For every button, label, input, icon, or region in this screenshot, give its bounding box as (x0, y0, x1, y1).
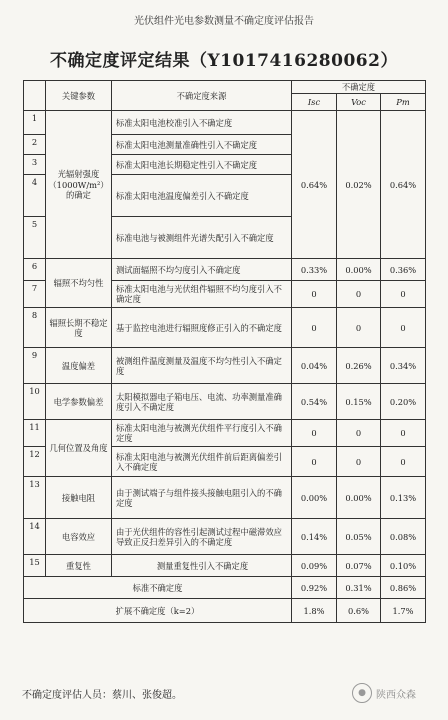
cell-isc: 0.14% (292, 519, 337, 555)
row-source: 标准太阳电池与被测光伏组件前后距离偏差引入不确定度 (112, 447, 292, 477)
row-source: 标准太阳电池与光伏组件辐照不均匀度引入不确定度 (112, 281, 292, 308)
row-index: 8 (24, 308, 46, 348)
row-param: 温度偏差 (46, 348, 112, 384)
cell-voc: 0.15% (337, 384, 381, 420)
cell-pm: 0.10% (381, 555, 426, 577)
row-source: 标准太阳电池与被测光伏组件平行度引入不确定度 (112, 420, 292, 447)
row-param: 光辐射强度（1000W/m²）的确定 (46, 111, 112, 259)
row-source: 被测组件温度测量及温度不均匀性引入不确定度 (112, 348, 292, 384)
row-source: 标准太阳电池校准引入不确定度 (112, 111, 292, 135)
watermark-text: 陕西众森 (376, 689, 416, 701)
cell-isc: 0.33% (292, 259, 337, 281)
col-param-header: 关键参数 (46, 81, 112, 111)
col-source-header: 不确定度来源 (112, 81, 292, 111)
cell-pm: 0 (381, 308, 426, 348)
cell-voc: 0.26% (337, 348, 381, 384)
cell-pm: 0.13% (381, 477, 426, 519)
row-index: 2 (24, 135, 46, 155)
uncertainty-table (23, 80, 426, 623)
row-source: 标准太阳电池测量准确性引入不确定度 (112, 135, 292, 155)
table-row (24, 477, 426, 519)
cell-voc: 0.00% (337, 259, 381, 281)
cell-voc: 0 (337, 281, 381, 308)
col-index-header (24, 81, 46, 111)
cell-isc: 0.09% (292, 555, 337, 577)
cell-isc: 0 (292, 281, 337, 308)
row-param: 重复性 (46, 555, 112, 577)
cell-voc: 0.07% (337, 555, 381, 577)
row-param: 几何位置及角度 (46, 420, 112, 477)
cell-voc: 0.31% (337, 577, 381, 599)
row-index: 4 (24, 175, 46, 217)
cell-isc: 0.04% (292, 348, 337, 384)
evaluator-note: 不确定度评估人员：蔡川、张俊超。 (22, 690, 182, 701)
cell-voc: 0 (337, 447, 381, 477)
cell-isc: 0.92% (292, 577, 337, 599)
table-row (24, 555, 426, 577)
cell-isc: 0 (292, 308, 337, 348)
cell-voc: 0 (337, 308, 381, 348)
cell-isc: 0.54% (292, 384, 337, 420)
table-row (24, 420, 426, 447)
cell-pm: 0.20% (381, 384, 426, 420)
row-source: 太阳模拟器电子箱电压、电流、功率测量准确度引入不确定度 (112, 384, 292, 420)
table-row (24, 111, 426, 135)
expanded-uncertainty-row (24, 599, 426, 623)
cell-isc: 0 (292, 420, 337, 447)
uncertainty-table-wrap (23, 80, 425, 623)
row-source: 基于监控电池进行辐照度修正引入的不确定度 (112, 308, 292, 348)
row-source: 测试面辐照不均匀度引入不确定度 (112, 259, 292, 281)
cell-isc: 0.00% (292, 477, 337, 519)
cell-voc: 0.05% (337, 519, 381, 555)
col-pm-header: Pm (381, 94, 426, 111)
cell-pm: 0 (381, 447, 426, 477)
row-index: 9 (24, 348, 46, 384)
watermark (352, 680, 442, 706)
row-source: 测量重复性引入不确定度 (112, 555, 292, 577)
table-row (24, 384, 426, 420)
row-index: 15 (24, 555, 46, 577)
row-param: 辐照长期不稳定度 (46, 308, 112, 348)
row-index: 7 (24, 281, 46, 308)
table-row (24, 519, 426, 555)
cell-pm: 0.34% (381, 348, 426, 384)
row-index: 14 (24, 519, 46, 555)
table-row (24, 308, 426, 348)
cell-pm: 0 (381, 281, 426, 308)
row-index: 3 (24, 155, 46, 175)
row-index: 13 (24, 477, 46, 519)
cell-isc: 1.8% (292, 599, 337, 623)
row-index: 1 (24, 111, 46, 135)
row-param: 电学参数偏差 (46, 384, 112, 420)
col-isc-header: Isc (292, 94, 337, 111)
cell-pm: 0.64% (381, 111, 426, 259)
page-title: 不确定度评定结果（Y1017416280062） (50, 51, 398, 71)
cell-voc: 0.6% (337, 599, 381, 623)
col-voc-header: Voc (337, 94, 381, 111)
cell-voc: 0.00% (337, 477, 381, 519)
standard-uncertainty-label: 标准不确定度 (24, 577, 292, 599)
cell-isc: 0 (292, 447, 337, 477)
cell-pm: 1.7% (381, 599, 426, 623)
cell-pm: 0 (381, 420, 426, 447)
row-source: 标准电池与被测组件光谱失配引入不确定度 (112, 217, 292, 259)
row-index: 12 (24, 447, 46, 477)
wechat-icon: ● (352, 683, 372, 703)
table-row (24, 348, 426, 384)
row-source: 由于光伏组件的容性引起测试过程中磁滞效应导致正反扫差异引入的不确定度 (112, 519, 292, 555)
standard-uncertainty-row (24, 577, 426, 599)
col-uncertainty-header: 不确定度 (292, 81, 426, 94)
row-param: 辐照不均匀性 (46, 259, 112, 308)
row-index: 6 (24, 259, 46, 281)
row-source: 标准太阳电池长期稳定性引入不确定度 (112, 155, 292, 175)
cell-pm: 0.08% (381, 519, 426, 555)
row-index: 10 (24, 384, 46, 420)
row-index: 11 (24, 420, 46, 447)
table-row (24, 259, 426, 281)
cell-voc: 0 (337, 420, 381, 447)
row-source: 标准太阳电池温度偏差引入不确定度 (112, 175, 292, 217)
cell-voc: 0.02% (337, 111, 381, 259)
cell-pm: 0.36% (381, 259, 426, 281)
row-param: 电容效应 (46, 519, 112, 555)
row-param: 接触电阻 (46, 477, 112, 519)
cell-isc: 0.64% (292, 111, 337, 259)
row-source: 由于测试端子与组件接头接触电阻引入的不确定度 (112, 477, 292, 519)
row-index: 5 (24, 217, 46, 259)
expanded-uncertainty-label: 扩展不确定度（k=2） (24, 599, 292, 623)
cell-pm: 0.86% (381, 577, 426, 599)
report-header: 光伏组件光电参数测量不确定度评估报告 (134, 16, 314, 27)
